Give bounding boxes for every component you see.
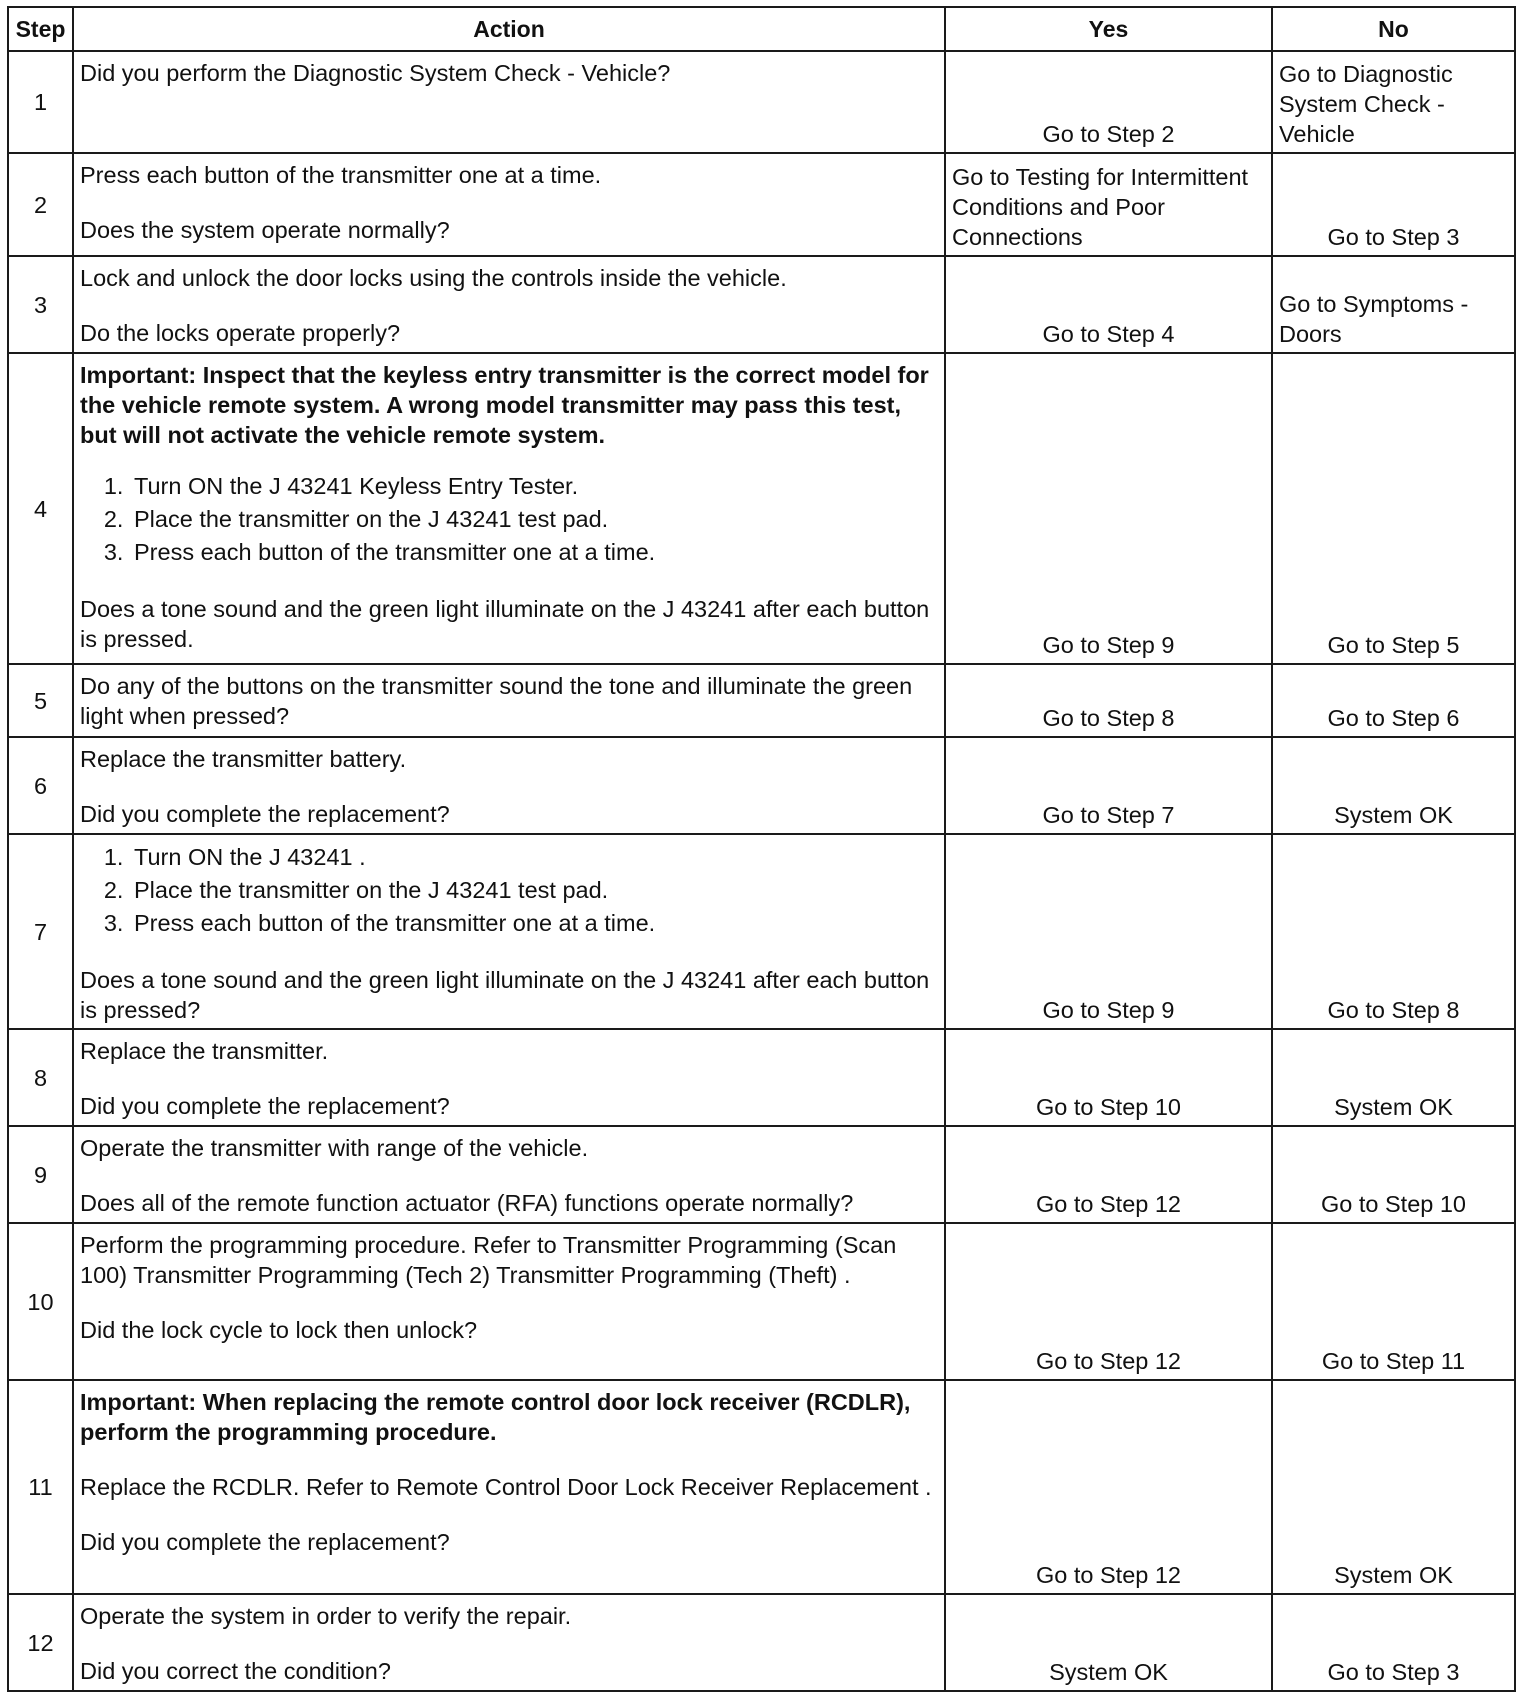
action-instruction: Lock and unlock the door locks using the controls inside the vehicle. xyxy=(80,265,787,291)
action-cell xyxy=(73,1380,945,1594)
action-cell xyxy=(73,1029,945,1126)
action-question: Did you perform the Diagnostic System Check - Vehicle? xyxy=(80,60,671,86)
yes-cell: Go to Step 12 xyxy=(945,1380,1272,1594)
action-question: Did you complete the replacement? xyxy=(80,1529,450,1555)
action-cell xyxy=(73,1223,945,1380)
important-note: Important: When replacing the remote control door lock receiver (RCDLR), perform the programming procedure. xyxy=(80,1389,911,1445)
step-number: 12 xyxy=(8,1594,73,1691)
header-yes: Yes xyxy=(945,7,1272,51)
step-number: 5 xyxy=(8,664,73,737)
step-number: 1 xyxy=(8,51,73,153)
table-row xyxy=(8,1594,1515,1691)
action-question: Do any of the buttons on the transmitter sound the tone and illuminate the green light when pressed? xyxy=(80,673,913,729)
table-row xyxy=(8,834,1515,1029)
yes-cell: Go to Step 12 xyxy=(945,1223,1272,1380)
header-step: Step xyxy=(8,7,73,51)
no-cell: Go to Step 8 xyxy=(1272,834,1515,1029)
action-question: Does all of the remote function actuator (RFA) functions operate normally? xyxy=(80,1190,854,1216)
action-question: Did you complete the replacement? xyxy=(80,801,450,827)
list-item: 2. Place the transmitter on the J 43241 test pad. xyxy=(130,874,938,907)
yes-cell: Go to Step 2 xyxy=(945,51,1272,153)
yes-cell: Go to Step 7 xyxy=(945,737,1272,834)
step-number: 3 xyxy=(8,256,73,353)
step-number: 11 xyxy=(8,1380,73,1594)
table-row xyxy=(8,353,1515,664)
action-question: Did you complete the replacement? xyxy=(80,1093,450,1119)
step-number: 10 xyxy=(8,1223,73,1380)
no-cell: Go to Step 3 xyxy=(1272,1594,1515,1691)
list-item: 1. Turn ON the J 43241 Keyless Entry Tester. xyxy=(130,470,938,503)
list-item: 3. Press each button of the transmitter one at a time. xyxy=(130,536,938,569)
yes-cell: Go to Step 4 xyxy=(945,256,1272,353)
action-instruction: Replace the transmitter battery. xyxy=(80,746,407,772)
no-cell: Go to Step 11 xyxy=(1272,1223,1515,1380)
important-note: Important: Inspect that the keyless entry transmitter is the correct model for the vehicle remote system. A wrong model transmitter may pass this test, but will not activate the vehicle remote system. xyxy=(80,362,929,448)
action-cell xyxy=(73,664,945,737)
procedure-list xyxy=(80,470,938,569)
action-instruction: Perform the programming procedure. Refer to Transmitter Programming (Scan 100) Transmitter Programming (Tech 2) Transmitter Programming (Theft) . xyxy=(80,1232,897,1288)
action-cell xyxy=(73,353,945,664)
no-cell: Go to Step 10 xyxy=(1272,1126,1515,1223)
header-row xyxy=(8,7,1515,51)
action-instruction: Operate the transmitter with range of the vehicle. xyxy=(80,1135,589,1161)
table-row xyxy=(8,1126,1515,1223)
table-row xyxy=(8,737,1515,834)
action-cell xyxy=(73,51,945,153)
action-instruction: Operate the system in order to verify the repair. xyxy=(80,1603,572,1629)
step-number: 6 xyxy=(8,737,73,834)
header-no: No xyxy=(1272,7,1515,51)
header-action: Action xyxy=(73,7,945,51)
list-item: 1. Turn ON the J 43241 . xyxy=(130,841,938,874)
procedure-list xyxy=(80,841,938,940)
action-instruction: Replace the transmitter. xyxy=(80,1038,329,1064)
action-instruction: Press each button of the transmitter one at a time. xyxy=(80,162,602,188)
action-question: Did you correct the condition? xyxy=(80,1658,391,1684)
action-cell xyxy=(73,1594,945,1691)
no-cell: System OK xyxy=(1272,1380,1515,1594)
yes-cell: Go to Step 8 xyxy=(945,664,1272,737)
action-cell xyxy=(73,153,945,256)
no-cell: Go to Step 3 xyxy=(1272,153,1515,256)
step-number: 4 xyxy=(8,353,73,664)
table-row xyxy=(8,256,1515,353)
diagnostic-table xyxy=(7,6,1516,1692)
yes-cell: Go to Step 10 xyxy=(945,1029,1272,1126)
table-row xyxy=(8,1380,1515,1594)
step-number: 8 xyxy=(8,1029,73,1126)
table-row xyxy=(8,153,1515,256)
no-cell: Go to Step 5 xyxy=(1272,353,1515,664)
list-item: 2. Place the transmitter on the J 43241 test pad. xyxy=(130,503,938,536)
action-cell xyxy=(73,737,945,834)
action-cell xyxy=(73,1126,945,1223)
no-cell: Go to Step 6 xyxy=(1272,664,1515,737)
action-cell xyxy=(73,256,945,353)
list-item: 3. Press each button of the transmitter one at a time. xyxy=(130,907,938,940)
yes-cell: Go to Testing for Intermittent Conditions and Poor Connections xyxy=(945,153,1272,256)
step-number: 7 xyxy=(8,834,73,1029)
step-number: 2 xyxy=(8,153,73,256)
yes-cell: Go to Step 9 xyxy=(945,834,1272,1029)
no-cell: Go to Symptoms - Doors xyxy=(1272,256,1515,353)
action-question: Did the lock cycle to lock then unlock? xyxy=(80,1317,478,1343)
action-question: Does a tone sound and the green light illuminate on the J 43241 after each button is pressed? xyxy=(80,967,930,1023)
step-number: 9 xyxy=(8,1126,73,1223)
action-cell xyxy=(73,834,945,1029)
no-cell: Go to Diagnostic System Check - Vehicle xyxy=(1272,51,1515,153)
no-cell: System OK xyxy=(1272,737,1515,834)
action-question: Does a tone sound and the green light illuminate on the J 43241 after each button is pressed. xyxy=(80,596,930,652)
table-row xyxy=(8,51,1515,153)
yes-cell: Go to Step 9 xyxy=(945,353,1272,664)
yes-cell: Go to Step 12 xyxy=(945,1126,1272,1223)
action-question: Does the system operate normally? xyxy=(80,217,450,243)
table-row xyxy=(8,664,1515,737)
action-instruction: Replace the RCDLR. Refer to Remote Control Door Lock Receiver Replacement . xyxy=(80,1474,932,1500)
table-row xyxy=(8,1029,1515,1126)
table-row xyxy=(8,1223,1515,1380)
no-cell: System OK xyxy=(1272,1029,1515,1126)
yes-cell: System OK xyxy=(945,1594,1272,1691)
action-question: Do the locks operate properly? xyxy=(80,320,401,346)
